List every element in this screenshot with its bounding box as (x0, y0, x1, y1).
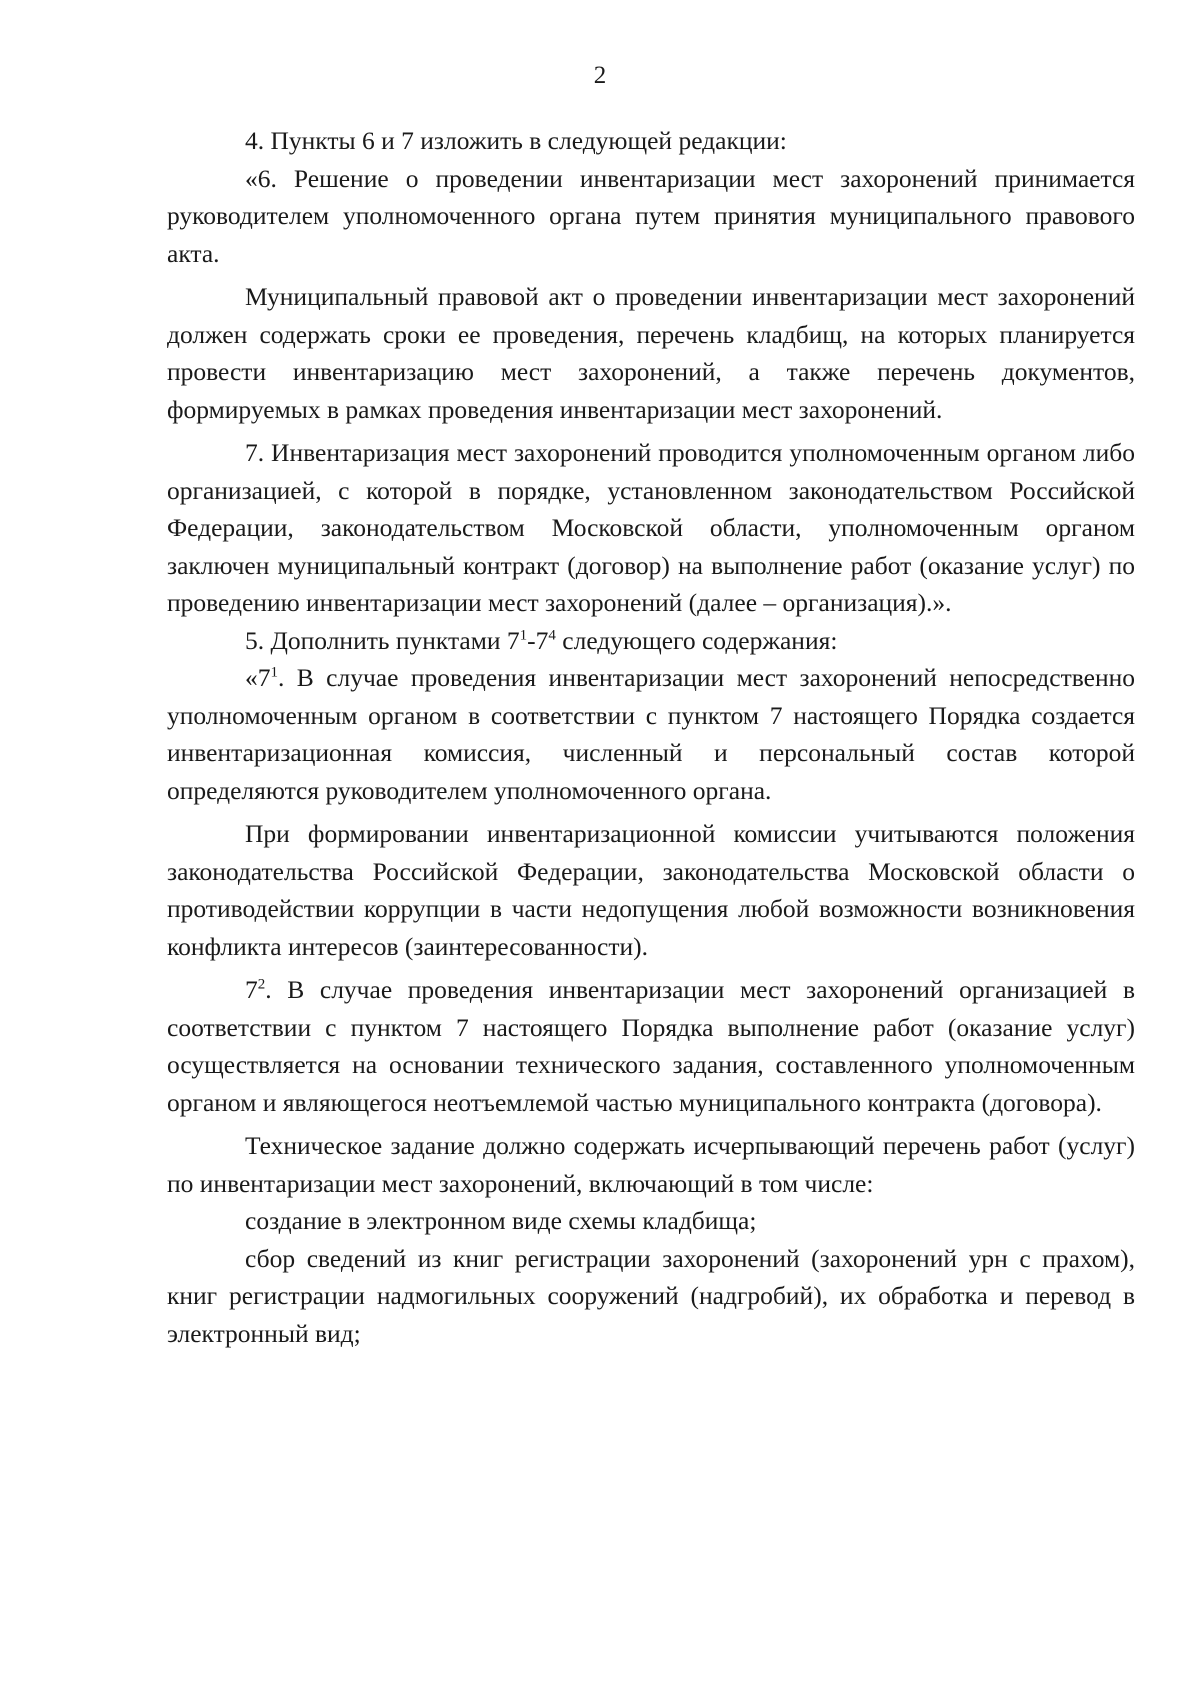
paragraph-item-7-1-lead: «7 (245, 663, 271, 692)
paragraph-technical-task: Техническое задание должно содержать исчерпывающий перечень работ (услуг) по инвентаризации мест захоронений, включающий в том числе: (167, 1131, 1135, 1198)
paragraph-item-4: 4. Пункты 6 и 7 изложить в следующей редакции: (245, 126, 787, 155)
paragraph-item-5 (167, 622, 1135, 660)
paragraph-item-7: 7. Инвентаризация мест захоронений проводится уполномоченным органом либо организацией, с которой в порядке, установленном законодательством Российской Федерации, законодательством Московской области, уполномоченным органом заключен муниципальный контракт (договор) на выполнение работ (оказание услуг) по проведению инвентаризации мест захоронений (далее – организация).». (167, 438, 1135, 617)
paragraph-item-5-tail: следующего содержания: (555, 625, 838, 655)
superscript: 1 (270, 664, 278, 681)
paragraph-scheme: создание в электронном виде схемы кладбища; (245, 1206, 757, 1235)
paragraph-item-7-1-tail: . В случае проведения инвентаризации мест захоронений непосредственно уполномоченным органом в соответствии с пунктом 7 настоящего Порядка создается инвентаризационная комиссия, численный и персональный состав которой определяются руководителем уполномоченного органа. (167, 663, 1135, 805)
paragraph-commission: При формировании инвентаризационной комиссии учитываются положения законодательства Российской Федерации, законодательства Московской области о противодействии коррупции в части недопущения любой возможности возникновения конфликта интересов (заинтересованности). (167, 819, 1135, 961)
page-number: 2 (593, 62, 607, 89)
paragraph-item-6: «6. Решение о проведении инвентаризации мест захоронений принимается руководителем уполномоченного органа путем принятия муниципального правового акта. (167, 163, 1135, 268)
paragraph-records: сбор сведений из книг регистрации захоронений (захоронений урн с прахом), книг регистрации надмогильных сооружений (надгробий), их обработка и перевод в электронный вид; (167, 1243, 1135, 1348)
superscript: 4 (548, 627, 556, 643)
document-body (167, 122, 1135, 1352)
paragraph-item-7-2 (167, 971, 1135, 1121)
paragraph-item-7-2-lead: 7 (245, 975, 258, 1004)
paragraph-item-5-mid: -7 (527, 625, 549, 655)
paragraph-item-5-lead: 5. Дополнить пунктами 7 (245, 625, 520, 655)
superscript: 2 (257, 976, 266, 993)
superscript: 1 (519, 627, 528, 643)
paragraph-legal-act: Муниципальный правовой акт о проведении инвентаризации мест захоронений должен содержать сроки ее проведения, перечень кладбищ, на которых планируется провести инвентаризацию мест захоронений, а также перечень документов, формируемых в рамках проведения инвентаризации мест захоронений. (167, 282, 1135, 424)
paragraph-item-7-2-tail: . В случае проведения инвентаризации мест захоронений организацией в соответствии с пунктом 7 настоящего Порядка выполнение работ (оказание услуг) осуществляется на основании технического задания, составленного уполномоченным органом и являющегося неотъемлемой частью муниципального контракта (договора). (167, 975, 1135, 1117)
paragraph-item-7-1 (167, 659, 1135, 809)
